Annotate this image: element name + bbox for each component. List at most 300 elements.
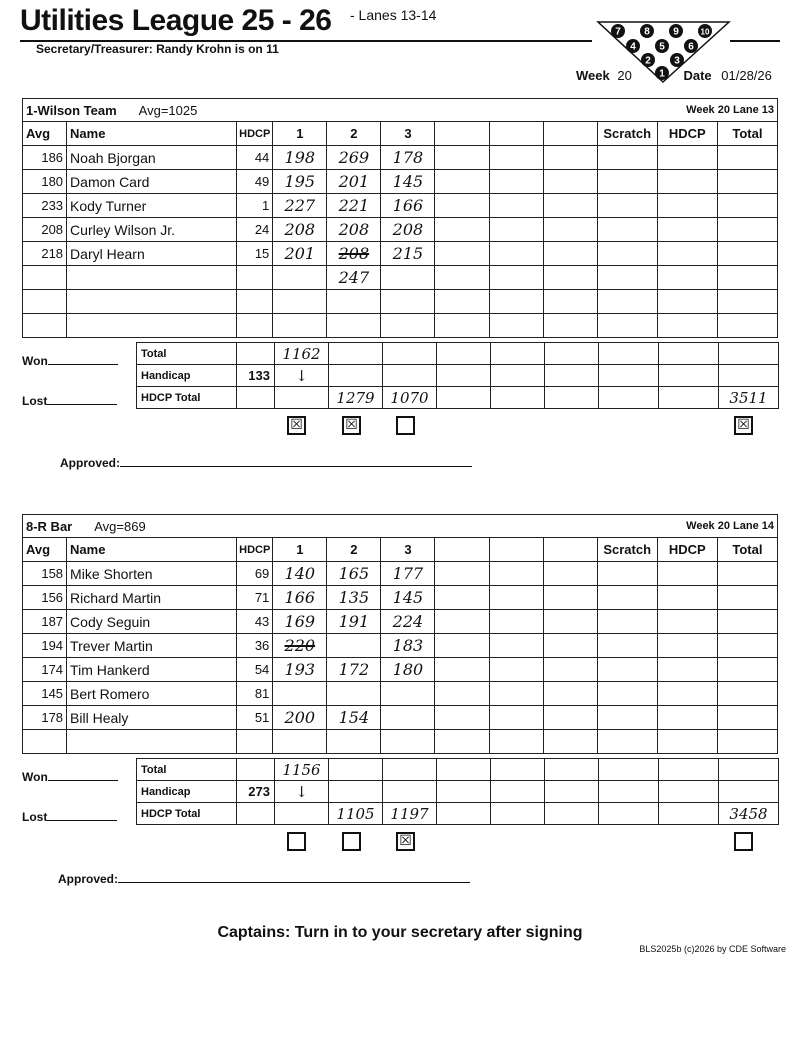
player-average: 178 [23, 706, 67, 730]
win-checkbox-1[interactable]: ☒ [287, 416, 306, 435]
empty-cell [545, 343, 599, 365]
player-average [23, 314, 67, 338]
scratch-cell[interactable] [597, 146, 657, 170]
game-2-score[interactable] [327, 290, 381, 314]
col-hdcp-total: HDCP [657, 122, 717, 146]
game-3-score[interactable]: 145 [381, 586, 435, 610]
handicap-label: Handicap [137, 781, 237, 803]
empty-cell [489, 218, 543, 242]
hdcp-total-game-3[interactable]: 1197 [383, 803, 437, 825]
handicap-arrow-icon: ↓ [275, 365, 329, 387]
team-name: 1-Wilson Team [26, 102, 117, 118]
won-line[interactable] [48, 354, 118, 365]
team-1-totals-table [136, 342, 779, 409]
pin-number: 7 [615, 26, 621, 38]
player-handicap: 24 [237, 218, 273, 242]
player-name: Cody Seguin [67, 610, 237, 634]
player-average: 208 [23, 218, 67, 242]
approved-line[interactable] [120, 456, 472, 467]
empty-cell [489, 706, 543, 730]
hdcp-cell[interactable] [657, 218, 717, 242]
game-3-score[interactable] [381, 706, 435, 730]
col-game-1: 1 [273, 122, 327, 146]
col-blank [543, 538, 597, 562]
empty-cell [543, 170, 597, 194]
player-name: Damon Card [67, 170, 237, 194]
scratch-cell[interactable] [597, 218, 657, 242]
empty-cell [659, 365, 719, 387]
scratch-cell[interactable] [597, 706, 657, 730]
game-1-score[interactable]: 220 [273, 634, 327, 658]
game-1-score[interactable] [273, 290, 327, 314]
total-cell[interactable] [717, 218, 777, 242]
empty-cell [435, 146, 489, 170]
player-name [67, 290, 237, 314]
hdcp-cell[interactable] [657, 682, 717, 706]
empty-cell [543, 218, 597, 242]
empty-cell [543, 658, 597, 682]
empty-cell [599, 365, 659, 387]
game-2-score[interactable]: 135 [327, 586, 381, 610]
lost-label: Lost [22, 394, 48, 408]
player-handicap: 51 [237, 706, 273, 730]
game-3-score[interactable]: 224 [381, 610, 435, 634]
player-handicap: 1 [237, 194, 273, 218]
hdcp-cell[interactable] [657, 586, 717, 610]
empty-cell [599, 759, 659, 781]
col-game-2: 2 [327, 538, 381, 562]
team-average: Avg=869 [94, 518, 146, 534]
empty-cell [599, 343, 659, 365]
scratch-cell[interactable] [597, 634, 657, 658]
game-2-score[interactable]: 221 [327, 194, 381, 218]
scratch-cell[interactable] [597, 730, 657, 754]
col-game-3: 3 [381, 122, 435, 146]
empty-cell [435, 218, 489, 242]
approved-field[interactable] [58, 872, 470, 886]
total-cell[interactable] [717, 194, 777, 218]
scratch-cell[interactable] [597, 658, 657, 682]
lost-field[interactable] [22, 394, 117, 408]
total-cell[interactable] [717, 610, 777, 634]
game-1-score[interactable]: 195 [273, 170, 327, 194]
game-1-score[interactable]: 208 [273, 218, 327, 242]
hdcp-cell[interactable] [657, 290, 717, 314]
scratch-cell[interactable] [597, 682, 657, 706]
empty-cell [383, 781, 437, 803]
team-handicap: 273 [237, 781, 275, 803]
empty-cell [435, 586, 489, 610]
scratch-cell[interactable] [597, 170, 657, 194]
player-row [23, 170, 778, 194]
won-label: Won [22, 770, 48, 784]
empty-cell [383, 343, 437, 365]
game-3-score[interactable] [381, 266, 435, 290]
team-average: Avg=1025 [138, 102, 198, 118]
game-1-score[interactable]: 169 [273, 610, 327, 634]
game-2-score[interactable] [327, 634, 381, 658]
total-cell[interactable] [717, 586, 777, 610]
game-2-score[interactable] [327, 682, 381, 706]
col-total: Total [717, 538, 777, 562]
hdcp-cell[interactable] [657, 562, 717, 586]
player-average: 145 [23, 682, 67, 706]
player-row [23, 730, 778, 754]
game-3-score[interactable] [381, 290, 435, 314]
win-checkbox-4[interactable] [734, 832, 753, 851]
empty-cell [659, 803, 719, 825]
empty-cell [437, 803, 491, 825]
total-cell[interactable] [717, 562, 777, 586]
player-average: 174 [23, 658, 67, 682]
player-name: Bert Romero [67, 682, 237, 706]
player-name: Mike Shorten [67, 562, 237, 586]
win-checkbox-4[interactable]: ☒ [734, 416, 753, 435]
player-handicap: 44 [237, 146, 273, 170]
pin-number: 9 [673, 26, 679, 38]
game-1-score[interactable] [273, 730, 327, 754]
player-handicap [237, 730, 273, 754]
player-name [67, 730, 237, 754]
pin-number: 8 [644, 26, 650, 38]
game-2-score[interactable]: 165 [327, 562, 381, 586]
win-checkbox-3[interactable] [396, 416, 415, 435]
team-name-cell [23, 99, 435, 122]
team-2-score-table [22, 514, 778, 754]
hdcp-cell[interactable] [657, 266, 717, 290]
player-name: Richard Martin [67, 586, 237, 610]
empty-cell [659, 343, 719, 365]
game-3-score[interactable]: 208 [381, 218, 435, 242]
col-scratch: Scratch [597, 538, 657, 562]
empty-cell [435, 314, 489, 338]
captains-instruction: Captains: Turn in to your secretary after signing [217, 924, 583, 941]
hdcp-cell[interactable] [657, 634, 717, 658]
player-handicap: 71 [237, 586, 273, 610]
empty-cell [543, 242, 597, 266]
lost-line[interactable] [47, 810, 117, 821]
date-label: Date [683, 68, 712, 83]
empty-cell [545, 759, 599, 781]
player-handicap: 81 [237, 682, 273, 706]
won-line[interactable] [48, 770, 118, 781]
game-2-score[interactable]: 201 [327, 170, 381, 194]
hdcp-cell[interactable] [657, 242, 717, 266]
approved-field[interactable] [60, 456, 472, 470]
col-blank [489, 122, 543, 146]
col-hdcp: HDCP [237, 538, 273, 562]
total-cell[interactable] [717, 290, 777, 314]
player-row [23, 682, 778, 706]
hdcp-total-game-3[interactable]: 1070 [383, 387, 437, 409]
hdcp-total-game-2[interactable]: 1105 [329, 803, 383, 825]
scratch-cell[interactable] [597, 314, 657, 338]
total-label: Total [137, 759, 237, 781]
game-1-score[interactable] [273, 682, 327, 706]
empty-cell [491, 343, 545, 365]
game-2-score[interactable]: 154 [327, 706, 381, 730]
hdcp-total-series[interactable]: 3458 [719, 803, 779, 825]
empty-cell [545, 387, 599, 409]
player-row [23, 266, 778, 290]
approved-label: Approved: [58, 872, 118, 886]
empty-cell [437, 365, 491, 387]
approved-line[interactable] [118, 872, 470, 883]
total-cell[interactable] [717, 634, 777, 658]
scratch-cell[interactable] [597, 586, 657, 610]
hdcp-cell[interactable] [657, 730, 717, 754]
game-3-score[interactable]: 145 [381, 170, 435, 194]
player-handicap: 36 [237, 634, 273, 658]
win-checkbox-1[interactable] [287, 832, 306, 851]
player-handicap: 15 [237, 242, 273, 266]
total-cell[interactable] [717, 682, 777, 706]
game-2-score[interactable]: 208 [327, 242, 381, 266]
col-name: Name [67, 538, 237, 562]
win-checkbox-3[interactable]: ☒ [396, 832, 415, 851]
won-field[interactable] [22, 354, 118, 368]
empty-cell [491, 365, 545, 387]
lost-line[interactable] [47, 394, 117, 405]
empty-cell [237, 759, 275, 781]
pin-number: 10 [700, 27, 710, 37]
hdcp-cell[interactable] [657, 194, 717, 218]
hdcp-cell[interactable] [657, 706, 717, 730]
hdcp-cell[interactable] [657, 146, 717, 170]
game-3-score[interactable]: 178 [381, 146, 435, 170]
col-game-2: 2 [327, 122, 381, 146]
player-row [23, 586, 778, 610]
player-average: 186 [23, 146, 67, 170]
empty-cell [659, 387, 719, 409]
empty-cell [329, 365, 383, 387]
game-1-score[interactable] [273, 314, 327, 338]
player-row [23, 706, 778, 730]
col-game-3: 3 [381, 538, 435, 562]
player-average: 158 [23, 562, 67, 586]
empty-cell [489, 586, 543, 610]
empty-cell [543, 706, 597, 730]
player-row [23, 314, 778, 338]
empty-cell [491, 803, 545, 825]
hdcp-total-game-2[interactable]: 1279 [329, 387, 383, 409]
empty-cell [489, 634, 543, 658]
player-name: Noah Bjorgan [67, 146, 237, 170]
player-average [23, 730, 67, 754]
total-cell[interactable] [717, 242, 777, 266]
game-3-score[interactable]: 183 [381, 634, 435, 658]
empty-cell [491, 759, 545, 781]
empty-cell [659, 759, 719, 781]
empty-cell [437, 759, 491, 781]
lost-field[interactable] [22, 810, 117, 824]
won-field[interactable] [22, 770, 118, 784]
hdcp-cell[interactable] [657, 610, 717, 634]
pin-number: 1 [659, 68, 665, 80]
empty-cell [543, 290, 597, 314]
game-1-score[interactable]: 140 [273, 562, 327, 586]
scratch-cell[interactable] [597, 194, 657, 218]
scratch-cell[interactable] [597, 266, 657, 290]
empty-cell [489, 314, 543, 338]
player-handicap: 69 [237, 562, 273, 586]
game-1-score[interactable]: 198 [273, 146, 327, 170]
handicap-label: Handicap [137, 365, 237, 387]
win-checkbox-2[interactable] [342, 832, 361, 851]
total-cell[interactable] [717, 266, 777, 290]
game-2-score[interactable] [327, 314, 381, 338]
empty-cell [719, 343, 779, 365]
player-average [23, 266, 67, 290]
game-1-score[interactable]: 200 [273, 706, 327, 730]
game-2-score[interactable]: 269 [327, 146, 381, 170]
pin-number: 2 [645, 55, 651, 67]
empty-cell [719, 781, 779, 803]
game-2-score[interactable] [327, 730, 381, 754]
empty-cell [237, 803, 275, 825]
empty-cell [275, 803, 329, 825]
hdcp-cell[interactable] [657, 658, 717, 682]
player-name: Trever Martin [67, 634, 237, 658]
game-3-score[interactable]: 166 [381, 194, 435, 218]
empty-cell [489, 242, 543, 266]
empty-cell [489, 266, 543, 290]
week-date-header [576, 68, 772, 83]
empty-cell [491, 387, 545, 409]
pin-number: 5 [659, 41, 665, 53]
empty-cell [599, 803, 659, 825]
hdcp-total-series[interactable]: 3511 [719, 387, 779, 409]
game-2-score[interactable]: 247 [327, 266, 381, 290]
empty-cell [489, 610, 543, 634]
hdcp-cell[interactable] [657, 170, 717, 194]
game-2-score[interactable]: 172 [327, 658, 381, 682]
empty-cell [489, 194, 543, 218]
col-avg: Avg [23, 122, 67, 146]
empty-cell [435, 194, 489, 218]
total-cell[interactable] [717, 658, 777, 682]
empty-cell [383, 365, 437, 387]
game-3-score[interactable] [381, 730, 435, 754]
game-1-score[interactable]: 193 [273, 658, 327, 682]
scratch-cell[interactable] [597, 610, 657, 634]
game-1-score[interactable]: 166 [273, 586, 327, 610]
empty-cell [545, 365, 599, 387]
col-scratch: Scratch [597, 122, 657, 146]
total-cell[interactable] [717, 730, 777, 754]
empty-cell [719, 365, 779, 387]
empty-cell [599, 781, 659, 803]
empty-cell [489, 658, 543, 682]
empty-cell [435, 266, 489, 290]
lost-label: Lost [22, 810, 48, 824]
empty-cell [543, 730, 597, 754]
empty-cell [435, 562, 489, 586]
empty-cell [435, 682, 489, 706]
game-2-score[interactable]: 191 [327, 610, 381, 634]
pin-number: 3 [674, 55, 680, 67]
empty-cell [543, 634, 597, 658]
empty-cell [543, 586, 597, 610]
player-name: Daryl Hearn [67, 242, 237, 266]
empty-cell [489, 290, 543, 314]
game-1-score[interactable]: 201 [273, 242, 327, 266]
col-blank [543, 122, 597, 146]
total-game-1[interactable]: 1162 [275, 343, 329, 365]
empty-cell [489, 562, 543, 586]
scratch-cell[interactable] [597, 242, 657, 266]
win-checkbox-2[interactable]: ☒ [342, 416, 361, 435]
player-name: Kody Turner [67, 194, 237, 218]
game-1-score[interactable]: 227 [273, 194, 327, 218]
player-average: 156 [23, 586, 67, 610]
empty-cell [329, 759, 383, 781]
game-3-score[interactable]: 180 [381, 658, 435, 682]
won-label: Won [22, 354, 48, 368]
team-1-score-table [22, 98, 778, 338]
player-average: 218 [23, 242, 67, 266]
empty-cell [329, 343, 383, 365]
player-handicap: 49 [237, 170, 273, 194]
date-value: 01/28/26 [721, 68, 772, 83]
player-handicap: 54 [237, 658, 273, 682]
title-rule-right [730, 40, 780, 42]
empty-cell [489, 682, 543, 706]
total-cell[interactable] [717, 146, 777, 170]
game-3-score[interactable] [381, 682, 435, 706]
empty-cell [543, 146, 597, 170]
hdcp-cell[interactable] [657, 314, 717, 338]
empty-cell [719, 759, 779, 781]
player-name [67, 314, 237, 338]
player-row [23, 658, 778, 682]
col-hdcp-total: HDCP [657, 538, 717, 562]
team-handicap: 133 [237, 365, 275, 387]
empty-cell [437, 387, 491, 409]
player-average: 187 [23, 610, 67, 634]
col-blank [435, 538, 489, 562]
empty-cell [599, 387, 659, 409]
empty-cell [435, 634, 489, 658]
scratch-cell[interactable] [597, 290, 657, 314]
week-label: Week [576, 68, 610, 83]
game-2-score[interactable]: 208 [327, 218, 381, 242]
empty-cell [545, 781, 599, 803]
empty-cell [543, 314, 597, 338]
total-cell[interactable] [717, 706, 777, 730]
total-cell[interactable] [717, 170, 777, 194]
empty-cell [329, 781, 383, 803]
empty-cell [237, 343, 275, 365]
scratch-cell[interactable] [597, 562, 657, 586]
game-3-score[interactable]: 215 [381, 242, 435, 266]
lanes-label: - Lanes 13-14 [350, 7, 437, 23]
total-game-1[interactable]: 1156 [275, 759, 329, 781]
empty-cell [543, 562, 597, 586]
empty-cell [489, 730, 543, 754]
game-3-score[interactable] [381, 314, 435, 338]
player-handicap [237, 266, 273, 290]
game-3-score[interactable]: 177 [381, 562, 435, 586]
total-cell[interactable] [717, 314, 777, 338]
player-row [23, 634, 778, 658]
handicap-arrow-icon: ↓ [275, 781, 329, 803]
game-1-score[interactable] [273, 266, 327, 290]
empty-cell [545, 803, 599, 825]
player-row [23, 242, 778, 266]
player-handicap [237, 290, 273, 314]
empty-cell [437, 343, 491, 365]
